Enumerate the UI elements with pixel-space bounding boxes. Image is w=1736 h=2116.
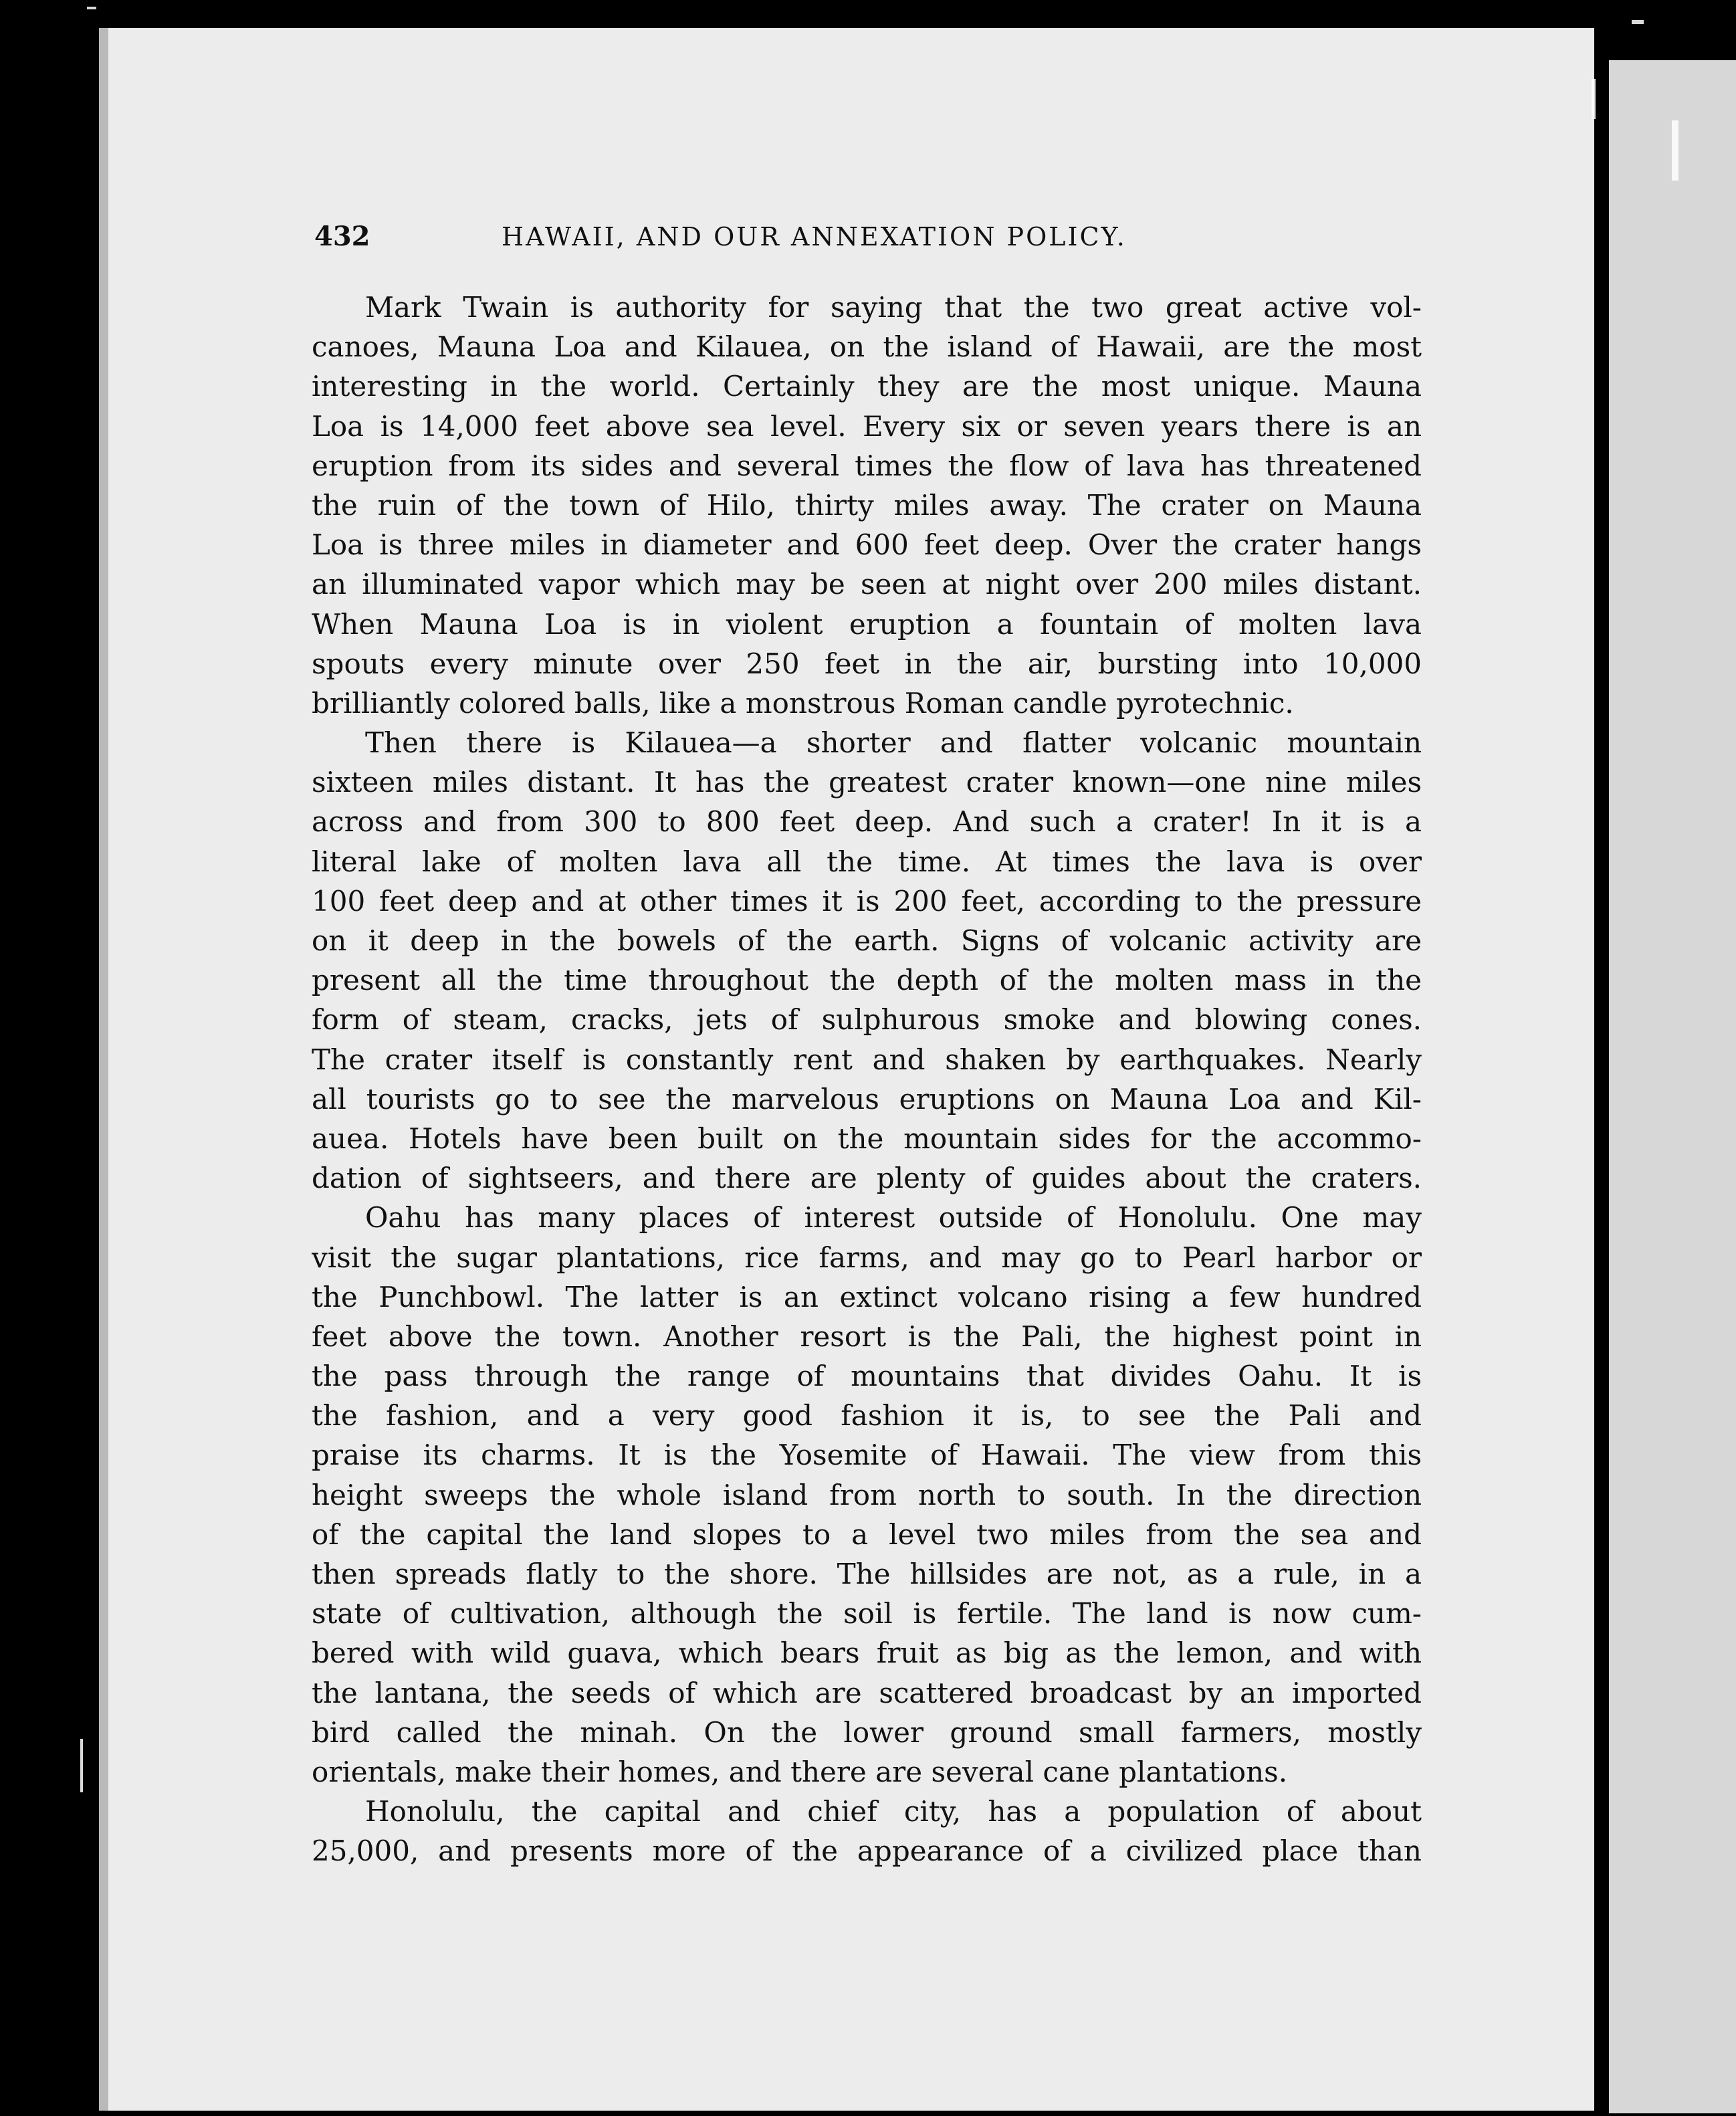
text-line: of the capital the land slopes to a level two miles from the sea and bbox=[312, 1517, 1422, 1551]
text-line: Then there is Kilauea—a shorter and flatter volcanic mountain bbox=[365, 726, 1422, 760]
text-line: brilliantly colored balls, like a monstrous Roman candle pyrotechnic. bbox=[312, 686, 1294, 720]
text-line: across and from 300 to 800 feet deep. And such a crater! In it is a bbox=[312, 805, 1422, 839]
text-line: Loa is 14,000 feet above sea level. Every six or seven years there is an bbox=[312, 409, 1422, 443]
text-line: form of steam, cracks, jets of sulphurous smoke and blowing cones. bbox=[312, 1003, 1422, 1037]
text-line: visit the sugar plantations, rice farms, and may go to Pearl harbor or bbox=[312, 1241, 1422, 1274]
text-line: dation of sightseers, and there are plenty of guides about the craters. bbox=[312, 1162, 1422, 1195]
text-line: then spreads flatly to the shore. The hillsides are not, as a rule, in a bbox=[312, 1558, 1422, 1590]
running-head bbox=[314, 221, 1411, 272]
scan-speck bbox=[1592, 79, 1596, 119]
text-line: state of cultivation, although the soil is fertile. The land is now cum- bbox=[312, 1597, 1422, 1630]
text-line: praise its charms. It is the Yosemite of Hawaii. The view from this bbox=[312, 1439, 1422, 1472]
text-line: auea. Hotels have been built on the mountain sides for the accommo- bbox=[312, 1122, 1422, 1155]
text-line: orientals, make their homes, and there are several cane plantations. bbox=[312, 1755, 1288, 1788]
text-line: the fashion, and a very good fashion it is, to see the Pali and bbox=[312, 1399, 1422, 1433]
running-title: HAWAII, AND OUR ANNEXATION POLICY. bbox=[502, 222, 1127, 251]
text-line: feet above the town. Another resort is the Pali, the highest point in bbox=[312, 1319, 1422, 1353]
scan-speck bbox=[80, 1739, 83, 1792]
text-line: an illuminated vapor which may be seen at night over 200 miles distant. bbox=[312, 568, 1422, 601]
text-line: Loa is three miles in diameter and 600 feet deep. Over the crater hangs bbox=[312, 528, 1422, 562]
text-line: Honolulu, the capital and chief city, has a population of about bbox=[365, 1795, 1422, 1828]
adjacent-page-edge bbox=[1609, 60, 1736, 2113]
page-edge-shadow bbox=[1594, 27, 1605, 2111]
text-line: the pass through the range of mountains that divides Oahu. It is bbox=[312, 1360, 1422, 1393]
text-line: all tourists go to see the marvelous eruptions on Mauna Loa and Kil- bbox=[312, 1082, 1422, 1116]
text-line: 25,000, and presents more of the appearance of a civilized place than bbox=[312, 1834, 1422, 1868]
text-line: The crater itself is constantly rent and shaken by earthquakes. Nearly bbox=[312, 1043, 1422, 1076]
text-line: eruption from its sides and several times the flow of lava has threatened bbox=[312, 449, 1422, 482]
text-line: Oahu has many places of interest outside of Honolulu. One may bbox=[365, 1201, 1422, 1235]
scan-speck bbox=[1632, 20, 1644, 24]
text-line: spouts every minute over 250 feet in the air, bursting into 10,000 bbox=[312, 647, 1422, 680]
text-line: 100 feet deep and at other times it is 200 feet, according to the pressure bbox=[312, 884, 1422, 918]
text-line: literal lake of molten lava all the time. At times the lava is over bbox=[312, 845, 1422, 878]
text-line: sixteen miles distant. It has the greatest crater known—one nine miles bbox=[312, 766, 1422, 799]
text-line: canoes, Mauna Loa and Kilauea, on the island of Hawaii, are the most bbox=[312, 330, 1422, 364]
text-line: the lantana, the seeds of which are scattered broadcast by an imported bbox=[312, 1676, 1422, 1709]
scan-speck bbox=[1672, 120, 1678, 181]
text-line: bered with wild guava, which bears fruit as big as the lemon, and with bbox=[312, 1636, 1422, 1670]
text-line: When Mauna Loa is in violent eruption a fountain of molten lava bbox=[312, 607, 1422, 641]
text-line: Mark Twain is authority for saying that the two great active vol- bbox=[365, 291, 1422, 324]
scan-speck bbox=[87, 7, 96, 9]
body-text bbox=[312, 288, 1422, 1868]
text-line: present all the time throughout the depth of the molten mass in the bbox=[312, 964, 1422, 997]
page-number: 432 bbox=[314, 221, 370, 252]
text-line: height sweeps the whole island from north to south. In the direction bbox=[312, 1478, 1422, 1511]
text-line: on it deep in the bowels of the earth. Signs of volcanic activity are bbox=[312, 924, 1422, 957]
text-line: bird called the minah. On the lower ground small farmers, mostly bbox=[312, 1715, 1422, 1749]
text-line: interesting in the world. Certainly they are the most unique. Mauna bbox=[312, 370, 1422, 403]
text-line: the ruin of the town of Hilo, thirty miles away. The crater on Mauna bbox=[312, 488, 1422, 522]
text-line: the Punchbowl. The latter is an extinct volcano rising a few hundred bbox=[312, 1280, 1422, 1313]
